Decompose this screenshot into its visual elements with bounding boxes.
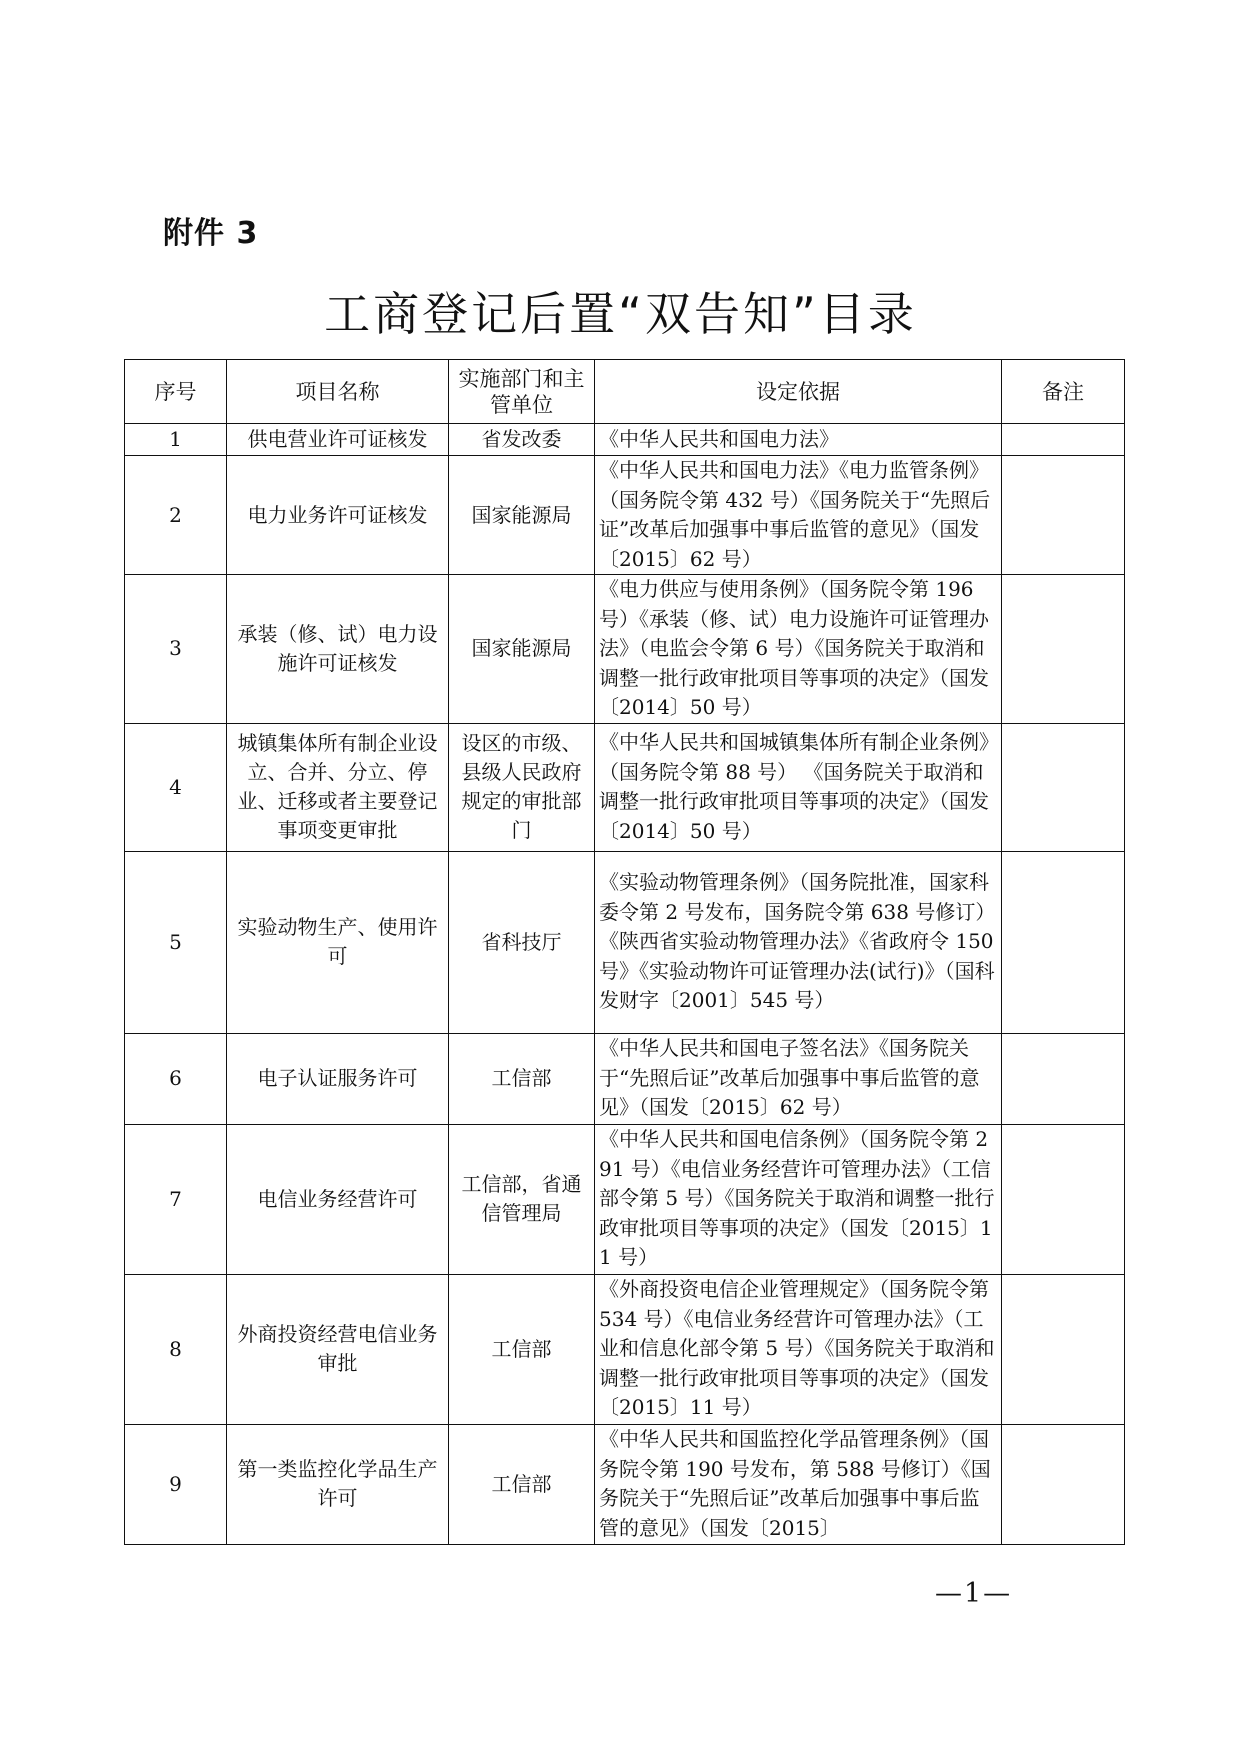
cell-dept: 工信部，省通信管理局 (449, 1124, 595, 1274)
cell-no: 2 (125, 456, 227, 575)
cell-no: 7 (125, 1124, 227, 1274)
catalog-table (124, 359, 1125, 1545)
cell-remark (1002, 456, 1125, 575)
cell-basis: 《中华人民共和国电信条例》（国务院令第 291 号）《电信业务经营许可管理办法》（工信部令第 5 号）《国务院关于取消和调整一批行政审批项目等事项的决定》（国发〔2015〕11 号） (595, 1124, 1002, 1274)
header-dept: 实施部门和主管单位 (449, 360, 595, 424)
cell-basis: 《中华人民共和国电子签名法》《国务院关于“先照后证”改革后加强事中事后监管的意见》（国发〔2015〕62 号） (595, 1033, 1002, 1124)
cell-dept: 工信部 (449, 1033, 595, 1124)
cell-name: 城镇集体所有制企业设立、合并、分立、停业、迁移或者主要登记事项变更审批 (227, 723, 449, 851)
cell-dept: 国家能源局 (449, 456, 595, 575)
cell-dept: 设区的市级、县级人民政府规定的审批部门 (449, 723, 595, 851)
table-row (125, 851, 1125, 1033)
attachment-label: 附件 3 (163, 216, 259, 251)
table-row (125, 723, 1125, 851)
document-title: 工商登记后置“双告知”目录 (324, 287, 917, 341)
cell-name: 实验动物生产、使用许可 (227, 851, 449, 1033)
cell-remark (1002, 1124, 1125, 1274)
cell-name: 外商投资经营电信业务审批 (227, 1274, 449, 1424)
cell-remark (1002, 424, 1125, 456)
page-number: —1— (935, 1578, 1013, 1609)
header-name: 项目名称 (227, 360, 449, 424)
cell-basis: 《中华人民共和国城镇集体所有制企业条例》（国务院令第 88 号） 《国务院关于取消和调整一批行政审批项目等事项的决定》（国发〔2014〕50 号） (595, 723, 1002, 851)
table-row (125, 575, 1125, 724)
cell-remark (1002, 851, 1125, 1033)
header-basis: 设定依据 (595, 360, 1002, 424)
table-row (125, 424, 1125, 456)
cell-dept: 工信部 (449, 1424, 595, 1544)
cell-basis: 《中华人民共和国监控化学品管理条例》（国务院令第 190 号发布，第 588 号修订）《国务院关于“先照后证”改革后加强事中事后监管的意见》（国发〔2015〕 (595, 1424, 1002, 1544)
cell-name: 供电营业许可证核发 (227, 424, 449, 456)
cell-name: 电子认证服务许可 (227, 1033, 449, 1124)
cell-no: 3 (125, 575, 227, 724)
cell-no: 5 (125, 851, 227, 1033)
cell-no: 6 (125, 1033, 227, 1124)
table-row (125, 1274, 1125, 1424)
cell-basis: 《电力供应与使用条例》（国务院令第 196 号）《承装（修、试）电力设施许可证管理办法》（电监会令第 6 号）《国务院关于取消和调整一批行政审批项目等事项的决定》（国发〔2014〕50 号） (595, 575, 1002, 724)
cell-basis: 《中华人民共和国电力法》 (595, 424, 1002, 456)
cell-no: 4 (125, 723, 227, 851)
cell-name: 电力业务许可证核发 (227, 456, 449, 575)
table-row (125, 456, 1125, 575)
cell-dept: 省发改委 (449, 424, 595, 456)
table-header-row (125, 360, 1125, 424)
table-row (125, 1424, 1125, 1544)
cell-no: 1 (125, 424, 227, 456)
cell-remark (1002, 1033, 1125, 1124)
cell-remark (1002, 575, 1125, 724)
cell-remark (1002, 723, 1125, 851)
cell-dept: 国家能源局 (449, 575, 595, 724)
cell-no: 8 (125, 1274, 227, 1424)
header-no: 序号 (125, 360, 227, 424)
header-remark: 备注 (1002, 360, 1125, 424)
cell-remark (1002, 1274, 1125, 1424)
cell-dept: 省科技厅 (449, 851, 595, 1033)
cell-name: 电信业务经营许可 (227, 1124, 449, 1274)
cell-basis: 《外商投资电信企业管理规定》（国务院令第 534 号）《电信业务经营许可管理办法》（工业和信息化部令第 5 号）《国务院关于取消和调整一批行政审批项目等事项的决定》（国发〔2015〕11 号） (595, 1274, 1002, 1424)
table-row (125, 1124, 1125, 1274)
cell-name: 承装（修、试）电力设施许可证核发 (227, 575, 449, 724)
cell-basis: 《实验动物管理条例》（国务院批准，国家科委令第 2 号发布，国务院令第 638 号修订）《陕西省实验动物管理办法》《省政府令 150 号》《实验动物许可证管理办法(试行)》（国科发财字〔2001〕545 号） (595, 851, 1002, 1033)
table-row (125, 1033, 1125, 1124)
cell-no: 9 (125, 1424, 227, 1544)
cell-name: 第一类监控化学品生产许可 (227, 1424, 449, 1544)
cell-remark (1002, 1424, 1125, 1544)
cell-basis: 《中华人民共和国电力法》《电力监管条例》（国务院令第 432 号）《国务院关于“先照后证”改革后加强事中事后监管的意见》（国发〔2015〕62 号） (595, 456, 1002, 575)
cell-dept: 工信部 (449, 1274, 595, 1424)
